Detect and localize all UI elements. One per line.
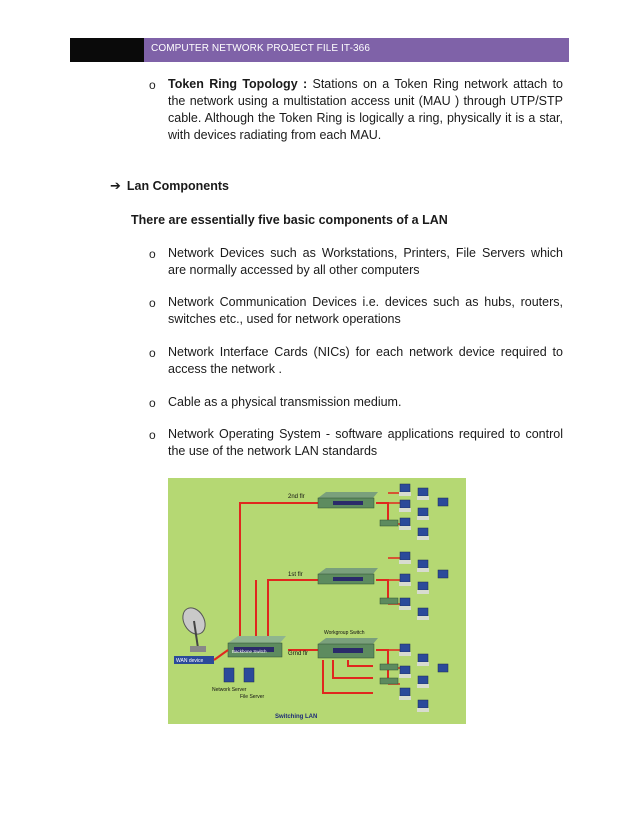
bullet-marker: o (149, 247, 156, 261)
bullet-marker: o (149, 396, 156, 410)
header-title: COMPUTER NETWORK PROJECT FILE IT-366 (151, 43, 371, 54)
list-item: Cable as a physical transmission medium. (168, 395, 402, 409)
section-title: Lan Components (126, 179, 229, 193)
switching-lan-diagram (168, 478, 466, 724)
diagram-caption: Switching LAN (275, 714, 318, 720)
network-server-label: Network Server (212, 687, 247, 693)
intro-text: There are essentially five basic components of a LAN (131, 213, 448, 227)
bullet-marker: o (149, 78, 156, 92)
workgroup-switch-label: Workgroup Switch (324, 630, 365, 636)
file-server-label: File Server (240, 694, 265, 700)
arrow-icon: ➔ (110, 179, 121, 194)
workgroup-switch-1st (318, 568, 378, 584)
workgroup-switch-2nd (318, 492, 378, 508)
section-heading (110, 179, 229, 194)
workgroup-switch-grnd (318, 638, 378, 658)
token-ring-term: Token Ring Topology : (168, 77, 308, 91)
token-ring-paragraph (168, 76, 563, 144)
list-item: Network Devices such as Workstations, Printers, File Servers which are normally accessed by all other computers (168, 246, 563, 277)
list-item: Network Operating System - software applications required to control the use of the network LAN standards (168, 427, 563, 458)
token-ring-text: Stations on a Token Ring network attach to the network using a multistation access unit (MAU ) through UTP/STP cable. Although the Token Ring is logically a ring, physically it is a star, with devices radiating from each MAU. (168, 77, 563, 142)
wan-device-label: WAN device (176, 658, 204, 664)
header-black-block (70, 38, 144, 62)
list-item: Network Communication Devices i.e. devices such as hubs, routers, switches etc., used for network operations (168, 295, 563, 326)
floor-label-2nd: 2nd flr (288, 494, 305, 500)
bullet-marker: o (149, 296, 156, 310)
floor-label-grnd: Grnd flr (288, 651, 309, 657)
list-item: Network Interface Cards (NICs) for each network device required to access the network . (168, 345, 563, 376)
floor-label-1st: 1st flr (288, 572, 303, 578)
bullet-marker: o (149, 428, 156, 442)
bullet-marker: o (149, 346, 156, 360)
backbone-switch-label: Backbone Switch (232, 649, 267, 654)
